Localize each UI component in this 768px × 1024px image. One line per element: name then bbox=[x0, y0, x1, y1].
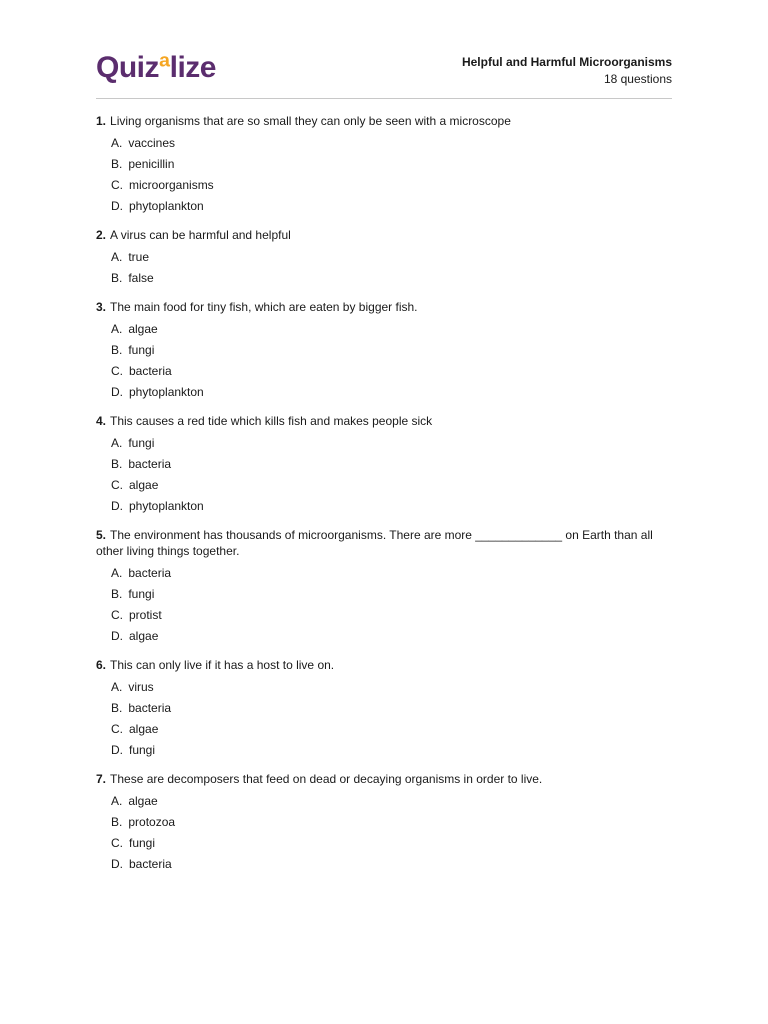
question-stem bbox=[96, 771, 672, 787]
answer-option bbox=[111, 322, 672, 336]
question bbox=[96, 227, 672, 285]
logo-text-end: lize bbox=[169, 51, 216, 84]
question-text: This causes a red tide which kills fish and makes people sick bbox=[110, 414, 433, 428]
question-text: These are decomposers that feed on dead or decaying organisms in order to live. bbox=[110, 772, 543, 786]
answer-option bbox=[111, 815, 672, 829]
option-letter: A. bbox=[111, 136, 123, 150]
question bbox=[96, 527, 672, 643]
answer-option bbox=[111, 178, 672, 192]
question bbox=[96, 113, 672, 213]
option-text: protist bbox=[129, 608, 162, 622]
option-letter: D. bbox=[111, 857, 123, 871]
option-letter: C. bbox=[111, 836, 123, 850]
answer-option bbox=[111, 857, 672, 871]
answer-option bbox=[111, 794, 672, 808]
option-text: false bbox=[128, 271, 154, 285]
answer-option bbox=[111, 343, 672, 357]
question-number: 1. bbox=[96, 114, 107, 128]
option-letter: B. bbox=[111, 457, 123, 471]
option-text: algae bbox=[129, 629, 159, 643]
answer-option bbox=[111, 385, 672, 399]
answer-option bbox=[111, 436, 672, 450]
answer-option bbox=[111, 250, 672, 264]
question-text: A virus can be harmful and helpful bbox=[110, 228, 291, 242]
question-number: 7. bbox=[96, 772, 107, 786]
option-text: penicillin bbox=[128, 157, 175, 171]
question-number: 4. bbox=[96, 414, 107, 428]
quiz-title: Helpful and Harmful Microorganisms bbox=[461, 55, 672, 69]
page-header bbox=[96, 50, 672, 98]
answer-option bbox=[111, 457, 672, 471]
question bbox=[96, 413, 672, 513]
answer-options bbox=[96, 794, 672, 871]
question-stem bbox=[96, 413, 672, 429]
logo-swirl-icon: ª bbox=[159, 51, 170, 84]
option-letter: C. bbox=[111, 364, 123, 378]
question bbox=[96, 771, 672, 871]
option-text: fungi bbox=[129, 743, 156, 757]
question-number: 5. bbox=[96, 528, 107, 542]
question-text: The main food for tiny fish, which are eaten by bigger fish. bbox=[110, 300, 418, 314]
option-letter: C. bbox=[111, 178, 123, 192]
option-letter: D. bbox=[111, 499, 123, 513]
logo-text-start: Quiz bbox=[96, 51, 159, 84]
question-stem bbox=[96, 299, 672, 315]
answer-option bbox=[111, 478, 672, 492]
option-letter: C. bbox=[111, 478, 123, 492]
answer-options bbox=[96, 436, 672, 513]
option-text: fungi bbox=[129, 836, 156, 850]
option-text: bacteria bbox=[129, 857, 172, 871]
option-letter: A. bbox=[111, 794, 123, 808]
option-letter: A. bbox=[111, 436, 123, 450]
option-letter: D. bbox=[111, 199, 123, 213]
answer-option bbox=[111, 680, 672, 694]
answer-option bbox=[111, 836, 672, 850]
question-number: 6. bbox=[96, 658, 107, 672]
option-text: vaccines bbox=[128, 136, 176, 150]
option-text: fungi bbox=[128, 436, 155, 450]
option-letter: B. bbox=[111, 587, 123, 601]
question-stem bbox=[96, 657, 672, 673]
option-letter: B. bbox=[111, 271, 123, 285]
option-text: true bbox=[128, 250, 150, 264]
option-letter: B. bbox=[111, 157, 123, 171]
option-letter: D. bbox=[111, 743, 123, 757]
option-letter: A. bbox=[111, 250, 123, 264]
answer-option bbox=[111, 608, 672, 622]
answer-option bbox=[111, 136, 672, 150]
answer-option bbox=[111, 499, 672, 513]
answer-option bbox=[111, 701, 672, 715]
option-letter: D. bbox=[111, 629, 123, 643]
option-text: algae bbox=[128, 322, 158, 336]
option-text: phytoplankton bbox=[129, 385, 204, 399]
question-stem bbox=[96, 527, 672, 559]
answer-options bbox=[96, 680, 672, 757]
answer-option bbox=[111, 199, 672, 213]
option-letter: B. bbox=[111, 815, 123, 829]
question bbox=[96, 657, 672, 757]
answer-option bbox=[111, 587, 672, 601]
answer-option bbox=[111, 566, 672, 580]
question-text: The environment has thousands of microorganisms. There are more _____________ on Earth than all other living things together. bbox=[96, 528, 653, 558]
option-text: algae bbox=[129, 478, 159, 492]
answer-option bbox=[111, 722, 672, 736]
question-stem bbox=[96, 227, 672, 243]
question-number: 2. bbox=[96, 228, 107, 242]
question-text: Living organisms that are so small they can only be seen with a microscope bbox=[110, 114, 511, 128]
question-count: 18 questions bbox=[603, 72, 672, 86]
option-text: bacteria bbox=[129, 364, 172, 378]
option-text: algae bbox=[129, 722, 159, 736]
option-text: fungi bbox=[128, 587, 155, 601]
answer-options bbox=[96, 136, 672, 213]
option-text: phytoplankton bbox=[129, 199, 204, 213]
option-letter: A. bbox=[111, 680, 123, 694]
option-text: phytoplankton bbox=[129, 499, 204, 513]
question-stem bbox=[96, 113, 672, 129]
question-number: 3. bbox=[96, 300, 107, 314]
quizalize-logo bbox=[96, 50, 216, 86]
answer-options bbox=[96, 566, 672, 643]
option-text: bacteria bbox=[128, 457, 172, 471]
question-text: This can only live if it has a host to live on. bbox=[110, 658, 335, 672]
option-text: fungi bbox=[128, 343, 155, 357]
answer-option bbox=[111, 157, 672, 171]
option-letter: C. bbox=[111, 722, 123, 736]
option-letter: C. bbox=[111, 608, 123, 622]
answer-options bbox=[96, 250, 672, 285]
answer-options bbox=[96, 322, 672, 399]
question-list bbox=[96, 113, 672, 885]
question bbox=[96, 299, 672, 399]
option-letter: A. bbox=[111, 566, 123, 580]
option-text: virus bbox=[128, 680, 154, 694]
answer-option bbox=[111, 629, 672, 643]
option-letter: B. bbox=[111, 701, 123, 715]
answer-option bbox=[111, 364, 672, 378]
option-text: bacteria bbox=[128, 566, 172, 580]
option-text: microorganisms bbox=[129, 178, 214, 192]
option-letter: D. bbox=[111, 385, 123, 399]
option-letter: B. bbox=[111, 343, 123, 357]
option-text: algae bbox=[128, 794, 158, 808]
option-text: protozoa bbox=[128, 815, 176, 829]
option-letter: A. bbox=[111, 322, 123, 336]
answer-option bbox=[111, 271, 672, 285]
header-divider bbox=[96, 98, 672, 99]
answer-option bbox=[111, 743, 672, 757]
option-text: bacteria bbox=[128, 701, 172, 715]
